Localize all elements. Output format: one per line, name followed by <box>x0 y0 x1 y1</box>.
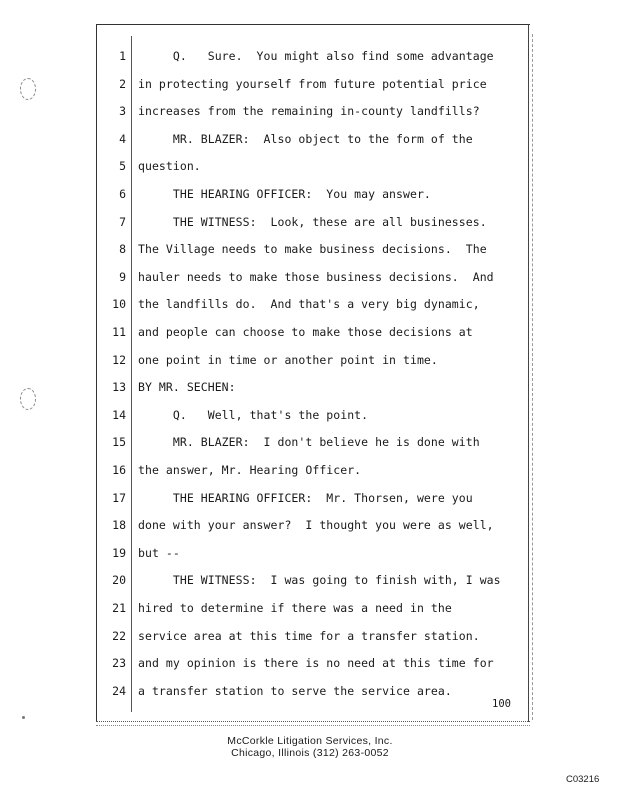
line-number: 18 <box>112 518 126 533</box>
transcript-line <box>96 239 526 259</box>
scan-speck <box>22 716 25 719</box>
page-frame-top <box>96 24 530 25</box>
transcript-line <box>96 598 526 618</box>
transcript-line <box>96 129 526 149</box>
line-number: 23 <box>112 656 126 671</box>
punch-hole-mark <box>20 388 36 410</box>
line-number: 3 <box>119 104 126 119</box>
transcript-line <box>96 681 526 701</box>
page-frame-right-dashed <box>532 34 533 720</box>
line-text: done with your answer? I thought you were as well, <box>138 518 494 533</box>
line-text: The Village needs to make business decisions. The <box>138 242 487 257</box>
transcript-line <box>96 322 526 342</box>
line-text: Q. Well, that's the point. <box>138 407 369 422</box>
transcript-line <box>96 267 526 287</box>
line-number: 4 <box>119 131 126 146</box>
transcript-line <box>96 432 526 452</box>
line-number: 19 <box>112 545 126 560</box>
transcript-line <box>96 405 526 425</box>
line-text: increases from the remaining in-county landfills? <box>138 104 480 119</box>
line-text: service area at this time for a transfer station. <box>138 628 480 643</box>
line-text: and my opinion is there is no need at this time for <box>138 656 494 671</box>
line-number: 21 <box>112 601 126 615</box>
line-number: 9 <box>119 269 126 284</box>
transcript-line <box>96 377 526 397</box>
transcript-line <box>96 460 526 480</box>
transcript-line <box>96 74 526 94</box>
line-text: the landfills do. And that's a very big dynamic, <box>138 297 480 312</box>
transcript-line <box>96 212 526 232</box>
transcript-line <box>96 626 526 646</box>
punch-hole-mark <box>20 78 36 100</box>
line-text: hired to determine if there was a need in the <box>138 601 452 615</box>
line-text: BY MR. SECHEN: <box>138 380 236 395</box>
line-number: 14 <box>112 407 126 422</box>
line-text: hauler needs to make those business decisions. And <box>138 269 494 284</box>
line-text: Q. Sure. You might also find some advantage <box>138 49 494 63</box>
transcript-line <box>96 294 526 314</box>
line-number: 11 <box>112 325 126 339</box>
line-text: THE WITNESS: I was going to finish with, I was <box>138 573 501 588</box>
line-number: 6 <box>119 187 126 201</box>
transcript-line <box>96 156 526 176</box>
line-text: one point in time or another point in time. <box>138 352 438 367</box>
line-text: question. <box>138 159 201 174</box>
document-id: C03216 <box>566 774 600 785</box>
line-number: 7 <box>119 214 126 229</box>
line-number: 16 <box>112 463 126 477</box>
transcript-line <box>96 184 526 204</box>
line-number: 22 <box>112 628 126 643</box>
line-number: 24 <box>112 683 126 698</box>
page-frame-bottom-dotted <box>96 725 530 726</box>
reporter-location: Chicago, Illinois (312) 263-0052 <box>231 747 389 759</box>
line-text: MR. BLAZER: Also object to the form of the <box>138 131 473 146</box>
line-text: in protecting yourself from future potential price <box>138 76 487 91</box>
line-text: THE WITNESS: Look, these are all businesses. <box>138 214 487 229</box>
transcript-line <box>96 46 526 66</box>
line-text: a transfer station to serve the service area. <box>138 683 452 698</box>
transcript-line <box>96 101 526 121</box>
page-number: 100 <box>492 698 511 710</box>
line-number: 17 <box>112 490 126 505</box>
transcript-line <box>96 515 526 535</box>
reporter-name: McCorkle Litigation Services, Inc. <box>227 735 393 747</box>
transcript-line <box>96 543 526 563</box>
line-text: THE HEARING OFFICER: Mr. Thorsen, were you <box>138 490 473 505</box>
page-frame-right <box>528 24 529 722</box>
line-text: THE HEARING OFFICER: You may answer. <box>138 187 431 201</box>
line-number: 8 <box>119 242 126 257</box>
page-frame-bottom <box>96 721 530 722</box>
transcript-line <box>96 570 526 590</box>
transcript-line <box>96 653 526 673</box>
line-text: the answer, Mr. Hearing Officer. <box>138 463 362 477</box>
line-number: 15 <box>112 435 126 450</box>
line-number: 10 <box>112 297 126 312</box>
line-text: and people can choose to make those decisions at <box>138 325 473 339</box>
line-number: 20 <box>112 573 126 588</box>
transcript-line <box>96 350 526 370</box>
transcript-line <box>96 488 526 508</box>
line-text: but -- <box>138 545 180 560</box>
line-number: 5 <box>119 159 126 174</box>
line-number: 12 <box>112 352 126 367</box>
line-number: 13 <box>112 380 126 395</box>
line-text: MR. BLAZER: I don't believe he is done with <box>138 435 480 450</box>
line-number: 2 <box>119 76 126 91</box>
line-number: 1 <box>119 49 126 63</box>
